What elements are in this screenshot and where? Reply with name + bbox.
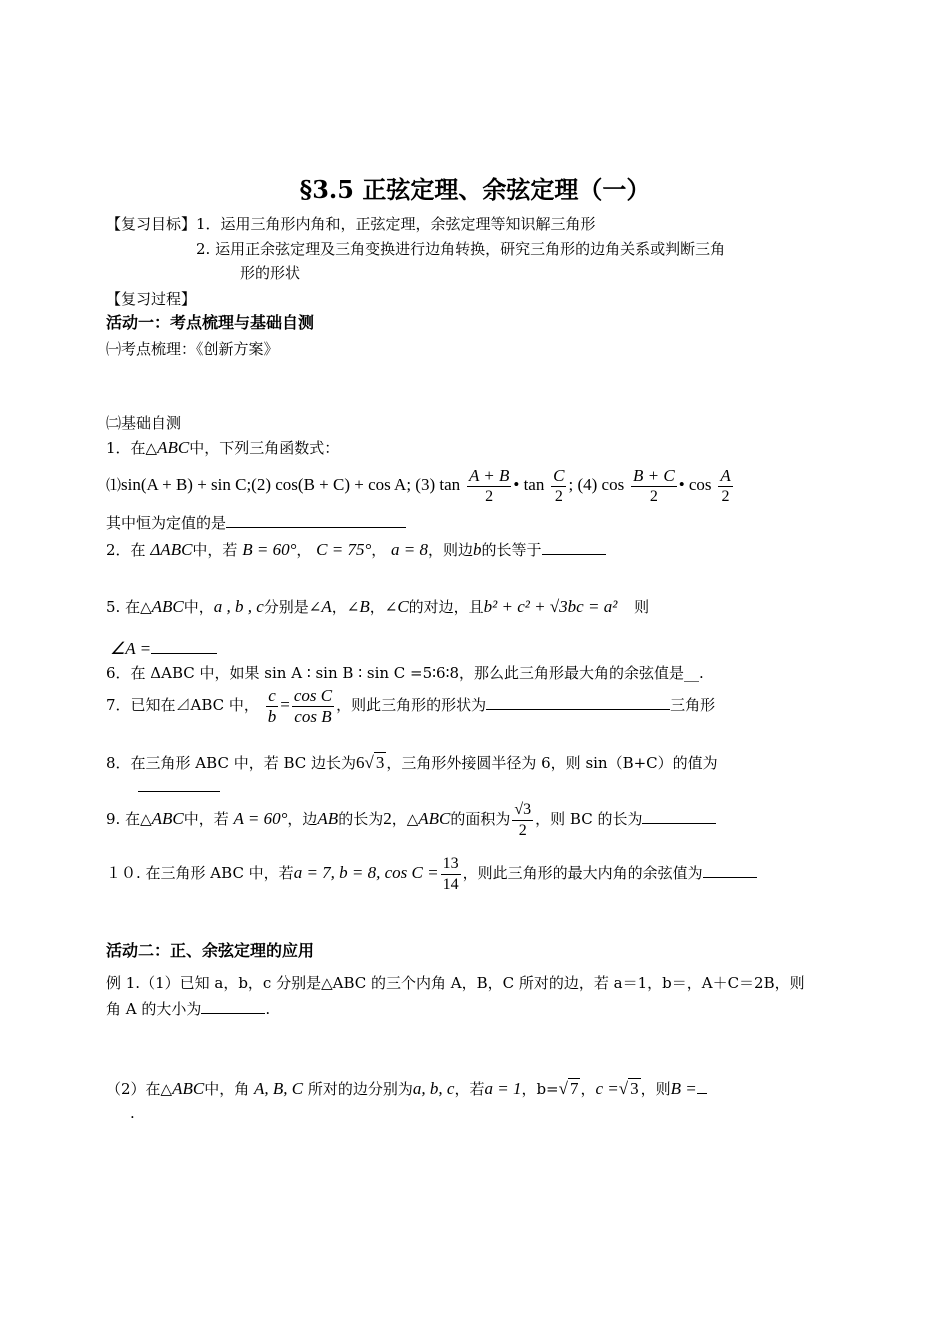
question-6: 6．在 ΔABC 中，如果 sin A ∶ sin B ∶ sin C =5∶6∶8，那么此三角形最大角的余弦值是__. (106, 664, 704, 682)
goal-item-2-cont: 形的形状 (240, 264, 301, 282)
fraction: $\frac{A}{2}$ (720, 465, 731, 505)
goal-item-1: 1．运用三角形内角和，正弦定理，余弦定理等知识解三角形 (196, 215, 596, 233)
page-title: §3.5 正弦定理、余弦定理（一） (299, 175, 651, 204)
question-1-tail: 其中恒为定值的是 (106, 512, 406, 534)
question-1-line-1: 1．在△ABC中，下列三角函数式： (106, 438, 340, 457)
example-2-cont: . (130, 1104, 135, 1122)
fraction: $\frac{c}{b}$ (267, 685, 277, 726)
activity1-heading: 活动一：考点梳理与基础自测 (106, 313, 315, 332)
activity1-sub1: ㈠考点梳理：《创新方案》 (106, 340, 279, 358)
fraction: $\frac{C}{2}$ (553, 465, 565, 505)
answer-blank (542, 539, 606, 555)
goals-label: 【复习目标】 (106, 215, 197, 233)
activity1-sub2: ㈡基础自测 (106, 414, 182, 432)
question-8-blank (138, 776, 220, 798)
goals-line-1 (106, 213, 596, 235)
question-5-answer: ∠A = (110, 638, 217, 660)
question-7: 7．已知在⊿ABC 中， $\frac{c}{b}$ = $\frac{\text{cos C}}{\text{cos B}}$ ，则此三角形的形状为 三角形 (106, 685, 716, 726)
question-1-formula: ⑴sin(A + B) + sin C;(2) cos(B + C) + cos A; (3) tan $\frac{A + B}{2}$ • tan $\frac{C}{2}$ ; (4) cos $\frac{B + C}{2}$ • cos $\frac{A}{2}$ (106, 465, 731, 505)
answer-blank (151, 638, 217, 654)
answer-blank (226, 512, 406, 528)
question-9: 9. 在△ABC中，若 A = 60°，边AB的长为2，△ABC的面积为 $\frac{√3}{2}$ ，则 BC 的长为 (106, 796, 716, 842)
question-8: 8．在三角形 ABC 中，若 BC 边长为6√ 3 ，三角形外接圆半径为 6，则 sin（B+C）的值为 (106, 753, 718, 772)
question-5: 5. 在△ABC中，a , b , c分别是∠A，∠B，∠C的对边，且b² + c² + √3bc = a² 则 (106, 597, 650, 616)
fraction: $\frac{√3}{2}$ (514, 800, 532, 839)
answer-blank (697, 1078, 707, 1094)
activity2-heading: 活动二：正、余弦定理的应用 (106, 941, 315, 960)
answer-blank (138, 776, 220, 792)
process-label: 【复习过程】 (106, 290, 197, 308)
fraction: $\frac{B + C}{2}$ (632, 465, 675, 505)
question-2: 2．在 ΔABC中，若 B = 60°， C = 75°， a = 8，则边b的长等于 (106, 539, 606, 561)
answer-blank (642, 808, 716, 824)
example-2: （2）在△ABC中，角 A, B, C 所对的边分别为a, b, c，若a = 1，b=√ 7 ，c =√ 3 ，则B = (106, 1078, 707, 1100)
answer-blank (703, 862, 757, 878)
example-1-line-2: 角 A 的大小为 . (106, 1000, 271, 1018)
fraction: $\frac{A + B}{2}$ (468, 465, 510, 505)
answer-blank (486, 694, 670, 710)
fraction: $\frac{\text{cos C}}{\text{cos B}}$ (293, 685, 333, 726)
fraction: $\frac{13}{14}$ (442, 854, 459, 893)
question-10: １０. 在三角形 ABC 中，若a = 7, b = 8, cos C = $\frac{13}{14}$ ，则此三角形的最大内角的余弦值为 (106, 850, 757, 896)
goal-item-2: 2. 运用正余弦定理及三角变换进行边角转换，研究三角形的边角关系或判断三角 (196, 240, 726, 258)
answer-blank (201, 998, 265, 1014)
example-1-line-1: 例 1.（1）已知 a，b，c 分别是△ABC 的三个内角 A，B，C 所对的边，若 a＝1，b＝，A＋C＝2B，则 (106, 974, 805, 992)
